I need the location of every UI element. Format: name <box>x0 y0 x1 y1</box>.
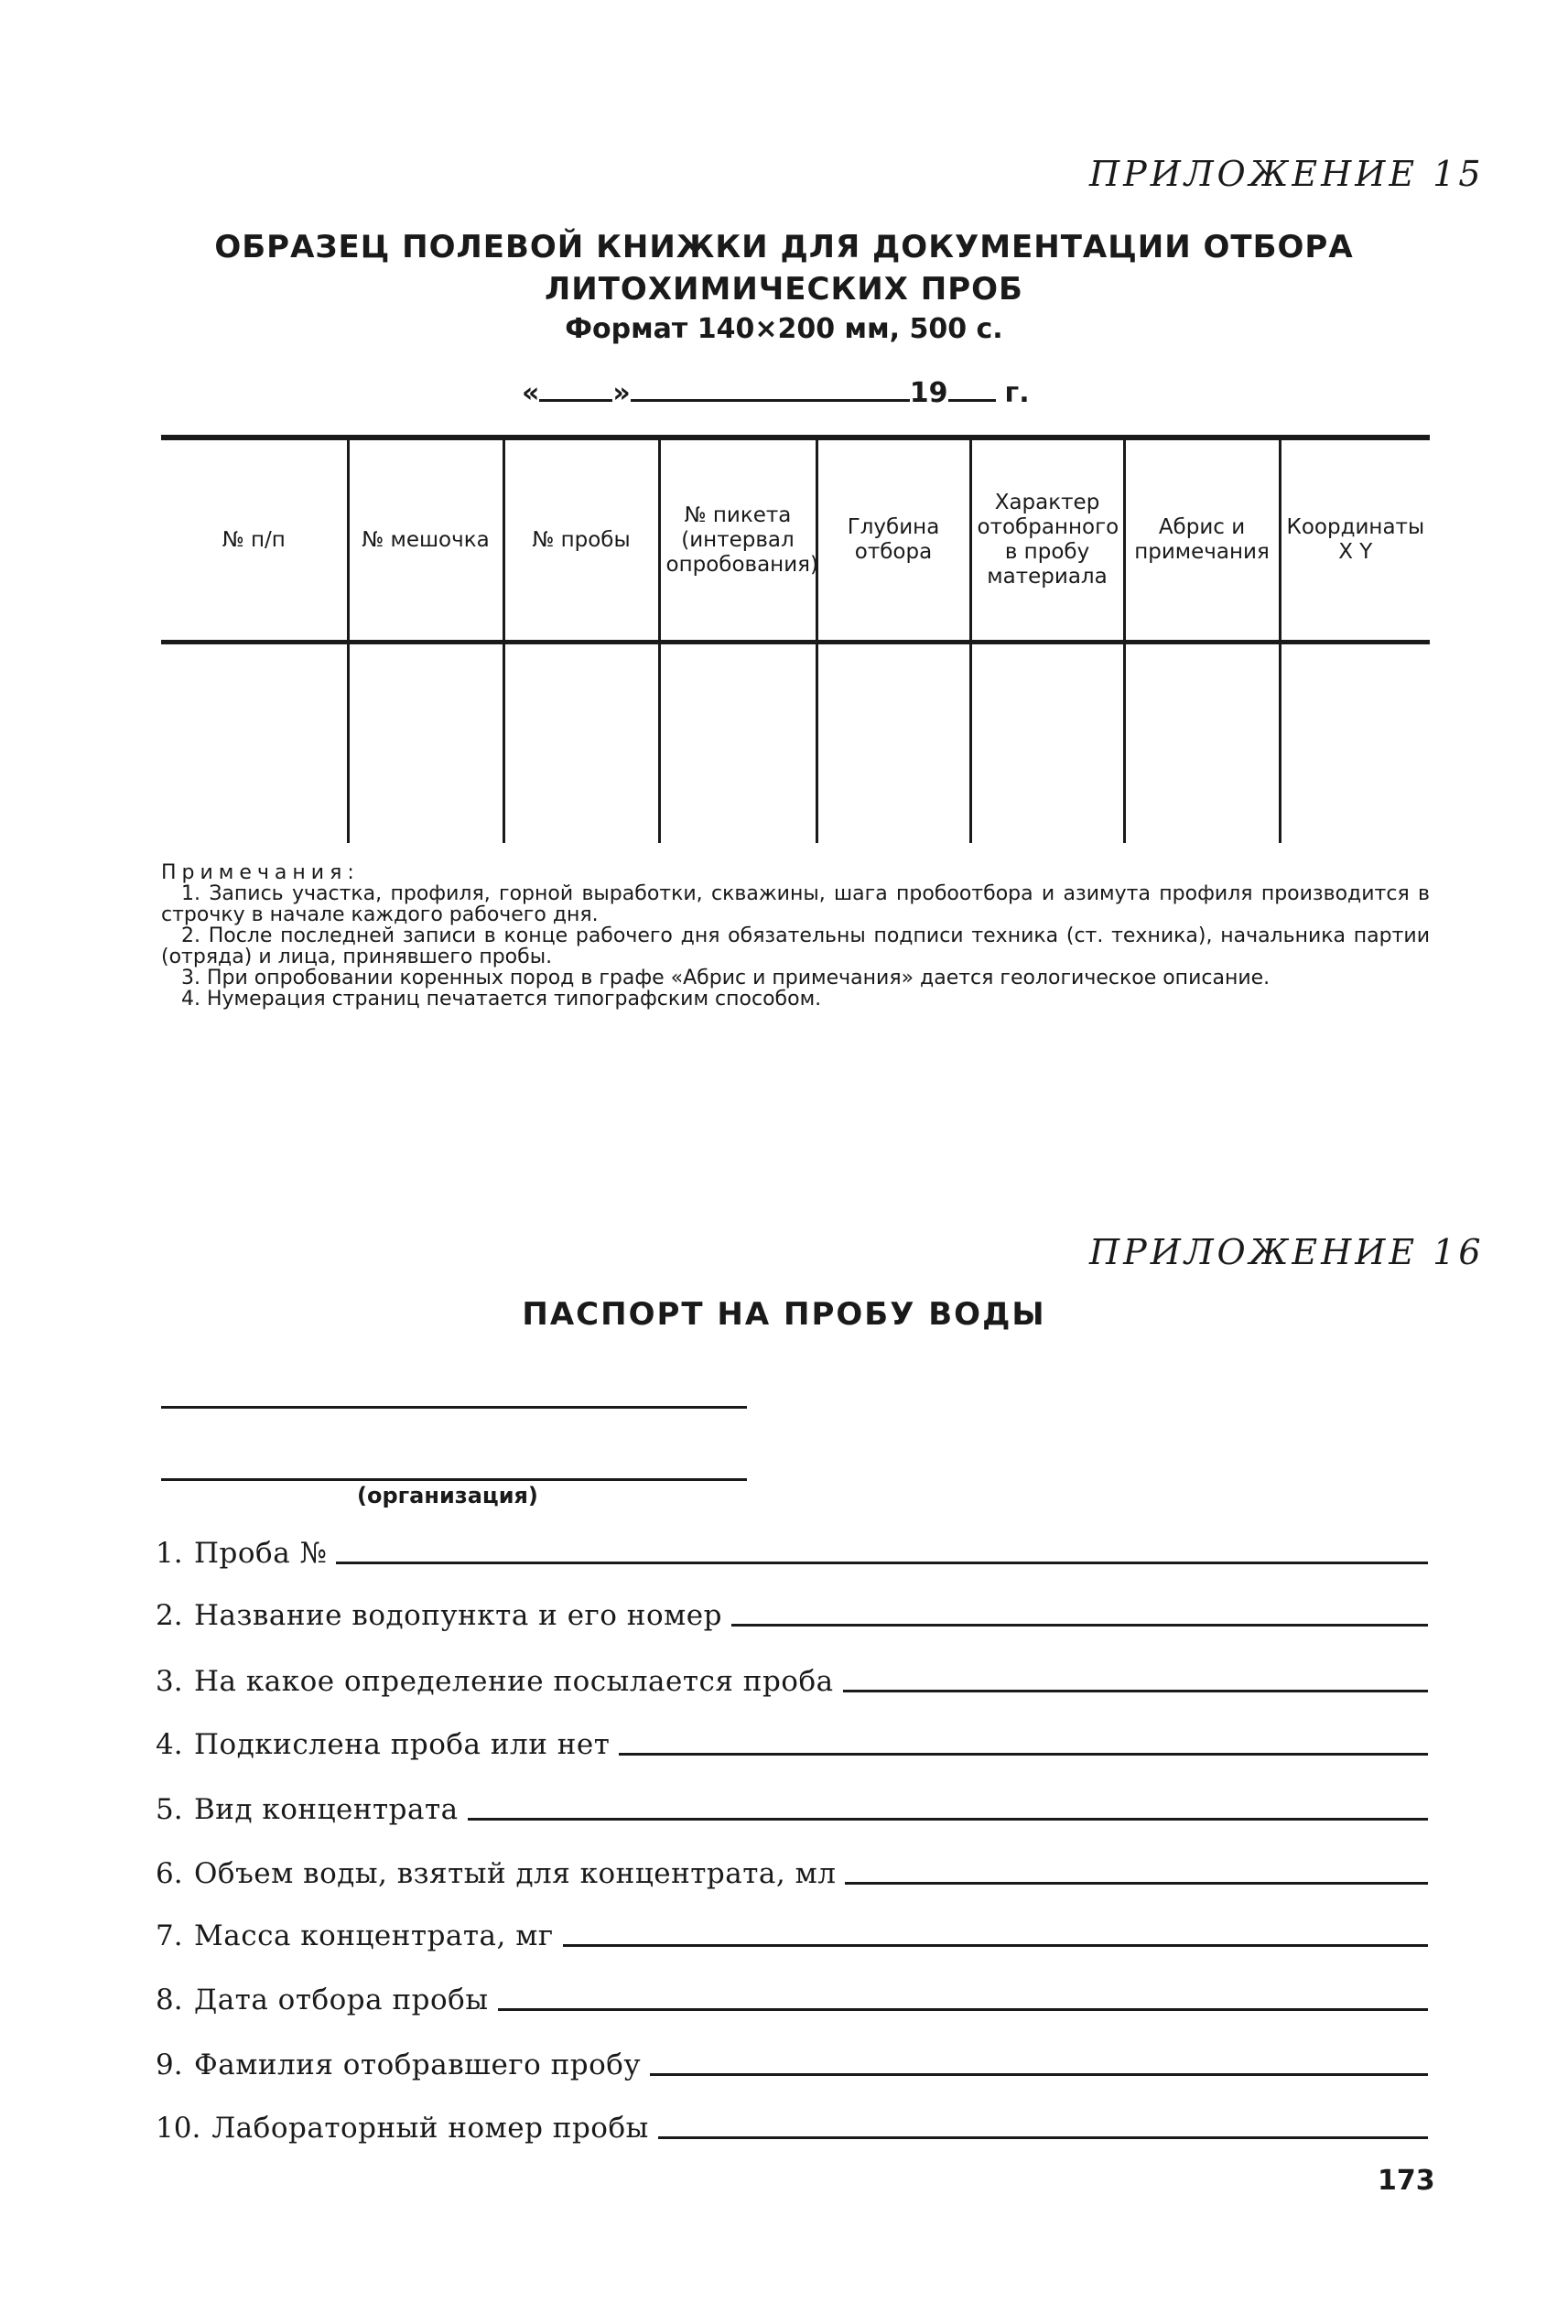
column-header: № п/п <box>161 438 348 643</box>
item-number: 6. <box>156 1857 183 1890</box>
item-fill-line <box>336 1562 1428 1564</box>
column-header: Характер отобранного в пробу материала <box>970 438 1124 643</box>
date-month-blank <box>631 398 910 402</box>
item-label: На какое определение посылается проба <box>194 1665 834 1698</box>
passport-item <box>156 2045 1428 2081</box>
note-item: 4. Нумерация страниц печатается типографским способом. <box>181 988 822 1011</box>
item-fill-line <box>650 2073 1428 2076</box>
table-header-row <box>161 438 1430 643</box>
appendix-15-title-line-2: ЛИТОХИМИЧЕСКИХ ПРОБ <box>545 271 1023 308</box>
column-header: Абрис и примечания <box>1124 438 1280 643</box>
item-fill-line <box>498 2008 1429 2011</box>
table-cell <box>348 643 503 844</box>
organization-caption: (организация) <box>357 1483 538 1508</box>
field-book-table <box>161 435 1430 843</box>
appendix-15-label: ПРИЛОЖЕНИЕ 15 <box>1089 154 1485 194</box>
date-close-quote: » <box>612 377 631 409</box>
passport-item <box>156 1854 1428 1890</box>
item-fill-line <box>658 2136 1428 2139</box>
passport-item <box>156 1661 1428 1698</box>
table-cell <box>1124 643 1280 844</box>
appendix-16-label: ПРИЛОЖЕНИЕ 16 <box>1089 1232 1485 1272</box>
item-label: Фамилия отобравшего пробу <box>194 2048 642 2081</box>
date-year-prefix: 19 <box>909 377 948 409</box>
column-header: Глубина отбора <box>816 438 970 643</box>
page-number: 173 <box>1378 2165 1435 2197</box>
item-label: Проба № <box>194 1537 328 1570</box>
passport-item <box>156 1980 1428 2016</box>
item-fill-line <box>843 1690 1428 1692</box>
passport-item <box>156 2108 1428 2145</box>
passport-item <box>156 1724 1428 1761</box>
notes-heading: Примечания: <box>161 861 360 884</box>
item-label: Подкислена проба или нет <box>194 1728 611 1761</box>
date-open-quote: « <box>522 377 540 409</box>
item-number: 4. <box>156 1728 183 1761</box>
item-number: 5. <box>156 1793 183 1826</box>
item-fill-line <box>845 1882 1428 1885</box>
item-label: Название водопункта и его номер <box>194 1599 722 1632</box>
item-fill-line <box>619 1753 1428 1756</box>
passport-item <box>156 1789 1428 1826</box>
appendix-15-title-line-1: ОБРАЗЕЦ ПОЛЕВОЙ КНИЖКИ ДЛЯ ДОКУМЕНТАЦИИ ОТБОРА <box>214 229 1354 265</box>
notes-block <box>161 862 1430 1010</box>
item-number: 10. <box>156 2112 201 2145</box>
item-number: 3. <box>156 1665 183 1698</box>
item-number: 9. <box>156 2048 183 2081</box>
water-passport-title: ПАСПОРТ НА ПРОБУ ВОДЫ <box>522 1296 1046 1333</box>
item-number: 1. <box>156 1537 183 1570</box>
item-label: Лабораторный номер пробы <box>211 2112 649 2145</box>
table-cell <box>161 643 348 844</box>
date-year-suffix: г. <box>1004 377 1030 409</box>
item-number: 7. <box>156 1919 183 1952</box>
item-label: Дата отбора пробы <box>194 1984 489 2016</box>
item-fill-line <box>731 1624 1428 1627</box>
column-header: Координаты X Y <box>1280 438 1430 643</box>
item-label: Объем воды, взятый для концентрата, мл <box>194 1857 837 1890</box>
table-cell <box>970 643 1124 844</box>
note-item: 2. После последней записи в конце рабочего дня обязательны подписи техника (ст. техника), начальника партии (отряда) и лица, принявшего пробы. <box>161 924 1430 968</box>
column-header: № пикета (интервал опробования) <box>659 438 816 643</box>
item-fill-line <box>563 1944 1428 1947</box>
organization-line-1 <box>161 1406 747 1409</box>
column-header: № мешочка <box>348 438 503 643</box>
item-number: 8. <box>156 1984 183 2016</box>
item-label: Масса концентрата, мг <box>194 1919 554 1952</box>
item-number: 2. <box>156 1599 183 1632</box>
organization-line-2 <box>161 1478 747 1481</box>
passport-item <box>156 1916 1428 1952</box>
passport-item <box>156 1533 1428 1570</box>
note-item: 3. При опробовании коренных пород в графе «Абрис и примечания» дается геологическое описание. <box>181 967 1271 989</box>
date-year-blank <box>948 398 996 402</box>
item-label: Вид концентрата <box>194 1793 459 1826</box>
note-item: 1. Запись участка, профиля, горной выработки, скважины, шага пробоотбора и азимута профиля производится в строчку в начале каждого рабочего дня. <box>161 882 1430 926</box>
table-cell <box>503 643 659 844</box>
date-day-blank <box>539 398 612 402</box>
table-cell <box>659 643 816 844</box>
table-cell <box>1280 643 1430 844</box>
column-header: № пробы <box>503 438 659 643</box>
item-fill-line <box>468 1818 1428 1821</box>
table-cell <box>816 643 970 844</box>
date-line <box>522 377 1030 409</box>
table-row <box>161 643 1430 844</box>
book-format: Формат 140×200 мм, 500 с. <box>565 313 1003 345</box>
passport-item <box>156 1595 1428 1632</box>
